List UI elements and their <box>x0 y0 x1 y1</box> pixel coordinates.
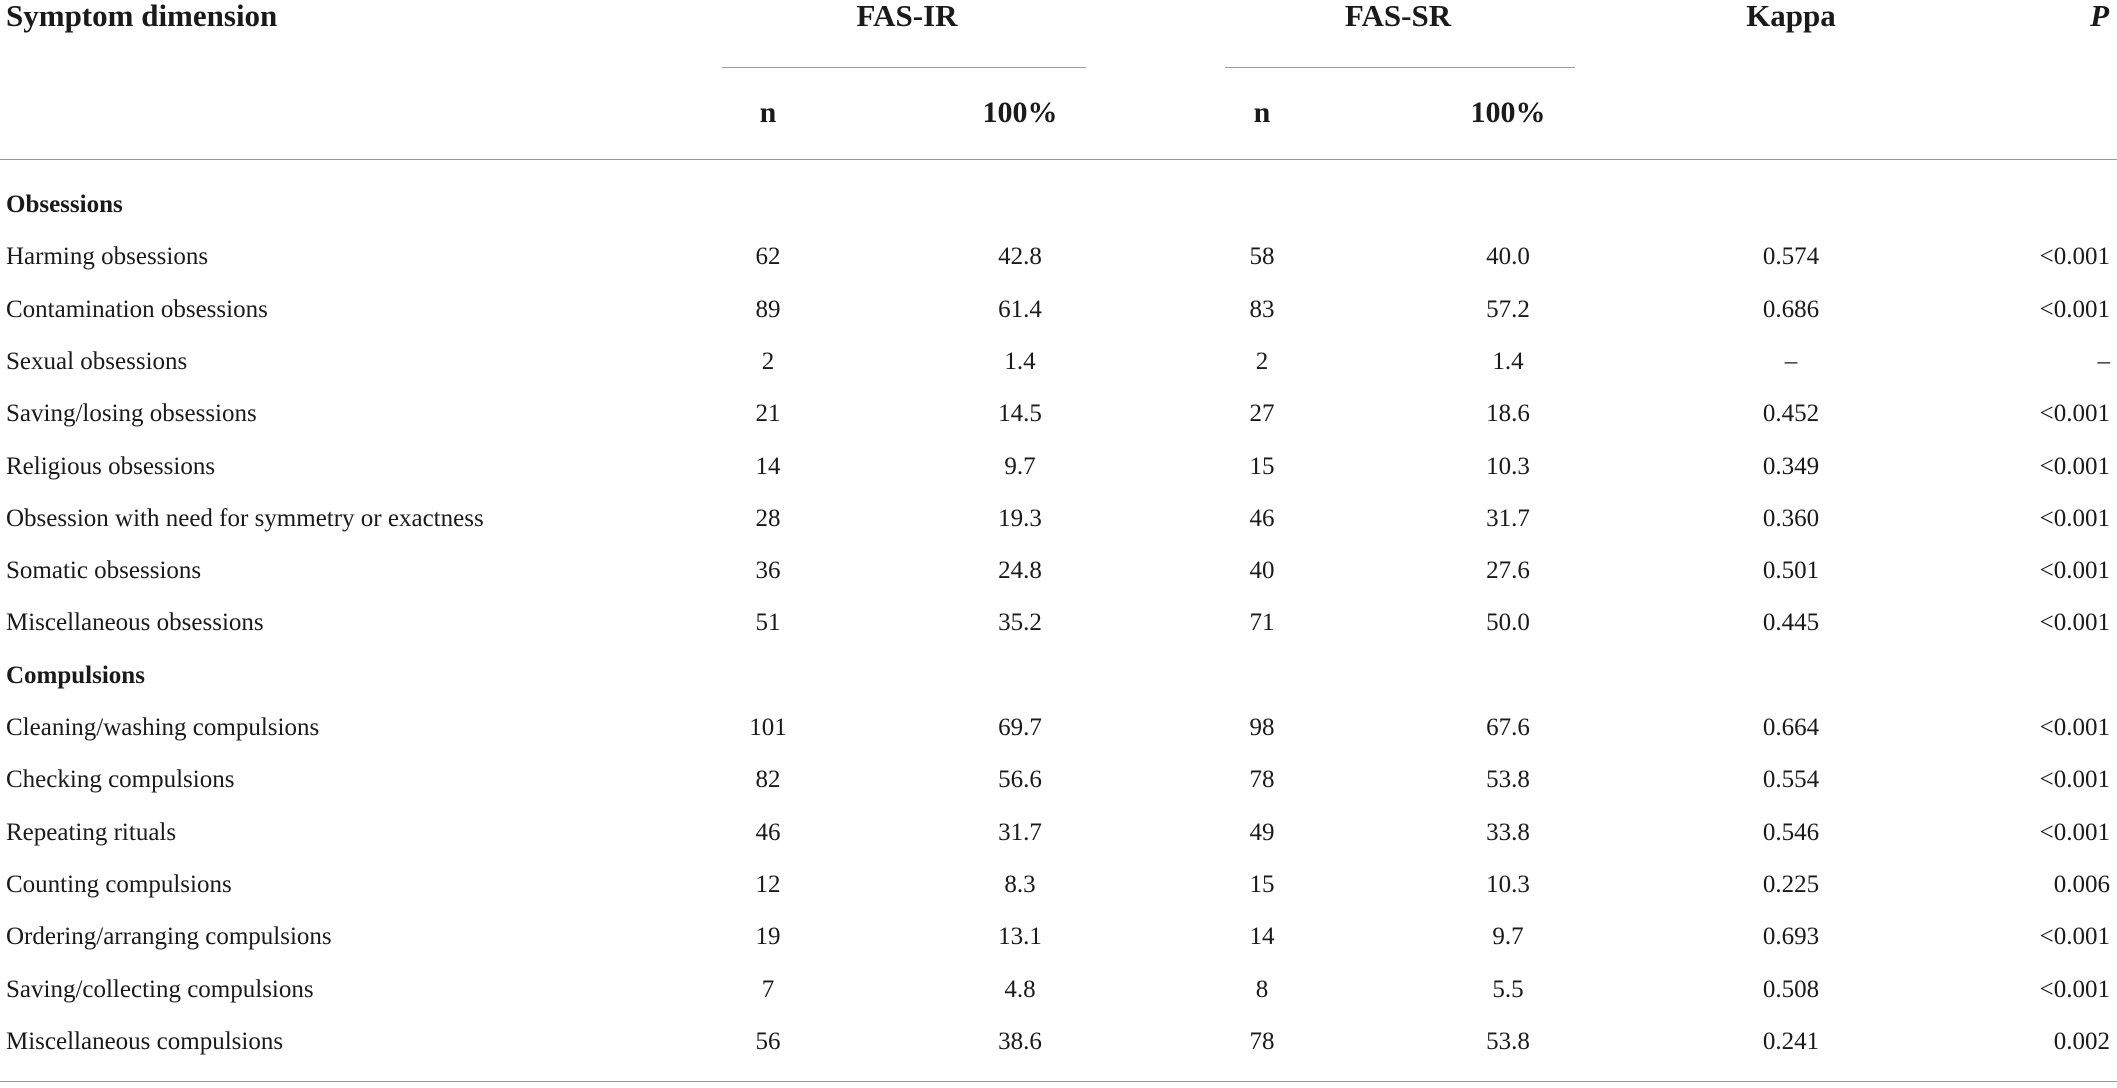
header-fas-sr-n: n <box>1253 96 1271 129</box>
cell-fas-ir-n: 62 <box>755 243 781 271</box>
cell-kappa: 0.693 <box>1762 923 1820 951</box>
cell-fas-ir-percent: 13.1 <box>998 923 1042 951</box>
cell-fas-ir-percent: 8.3 <box>1004 870 1036 898</box>
cell-fas-ir-percent: 19.3 <box>998 504 1042 532</box>
cell-fas-sr-percent: 67.6 <box>1486 714 1530 741</box>
table-row <box>0 394 2117 434</box>
cell-p-value: <0.001 <box>2039 975 2110 1003</box>
cell-fas-sr-percent: 1.4 <box>1492 347 1524 375</box>
cell-fas-ir-percent: 4.8 <box>1004 975 1036 1003</box>
row-label: Saving/collecting compulsions <box>6 975 314 1003</box>
table-row <box>0 342 2117 382</box>
cell-fas-sr-n: 15 <box>1249 452 1275 480</box>
cell-fas-sr-percent: 10.3 <box>1486 870 1530 898</box>
cell-p-value: 0.006 <box>2053 870 2110 898</box>
row-label: Miscellaneous compulsions <box>6 1027 284 1055</box>
row-label: Somatic obsessions <box>6 557 202 585</box>
header-symptom-dimension: Symptom dimension <box>6 0 278 33</box>
cell-fas-sr-n: 2 <box>1255 347 1269 375</box>
cell-fas-ir-n: 82 <box>755 766 781 794</box>
cell-fas-ir-percent: 69.7 <box>998 714 1042 741</box>
table-row <box>0 708 2117 748</box>
row-label: Contamination obsessions <box>6 295 268 323</box>
cell-kappa: 0.508 <box>1762 975 1820 1003</box>
cell-kappa: 0.452 <box>1762 400 1820 428</box>
table-row <box>0 237 2117 277</box>
cell-p-value: <0.001 <box>2039 714 2110 741</box>
cell-fas-sr-percent: 31.7 <box>1486 504 1530 532</box>
cell-fas-sr-n: 78 <box>1249 766 1275 794</box>
section-label: Obsessions <box>6 191 123 218</box>
cell-fas-ir-n: 12 <box>755 870 781 898</box>
header-kappa: Kappa <box>1746 0 1836 33</box>
row-label: Ordering/arranging compulsions <box>6 923 332 951</box>
cell-fas-sr-percent: 33.8 <box>1486 818 1530 846</box>
cell-fas-sr-percent: 57.2 <box>1486 295 1530 323</box>
row-label: Obsession with need for symmetry or exactness <box>6 504 484 532</box>
cell-fas-ir-percent: 9.7 <box>1004 452 1036 480</box>
row-label: Sexual obsessions <box>6 347 188 375</box>
cell-fas-ir-percent: 42.8 <box>998 243 1042 271</box>
cell-fas-sr-n: 58 <box>1249 243 1275 271</box>
cell-fas-ir-n: 2 <box>761 347 775 375</box>
cell-kappa: 0.241 <box>1762 1027 1820 1055</box>
cell-fas-sr-n: 14 <box>1249 923 1275 951</box>
cell-fas-sr-percent: 50.0 <box>1486 609 1530 637</box>
cell-fas-ir-percent: 24.8 <box>998 557 1042 585</box>
table-row <box>0 290 2117 330</box>
cell-fas-sr-n: 15 <box>1249 870 1275 898</box>
cell-fas-ir-percent: 14.5 <box>998 400 1042 428</box>
cell-kappa: 0.554 <box>1762 766 1820 794</box>
cell-fas-ir-n: 56 <box>755 1027 781 1055</box>
cell-kappa: 0.686 <box>1762 295 1820 323</box>
cell-fas-ir-percent: 1.4 <box>1004 347 1036 375</box>
cell-p-value: <0.001 <box>2039 243 2110 271</box>
table-row <box>0 1022 2117 1062</box>
cell-fas-sr-percent: 53.8 <box>1486 1027 1530 1055</box>
header-rule <box>0 159 2117 160</box>
row-label: Harming obsessions <box>6 243 209 271</box>
table-bottom-rule <box>0 1081 2117 1082</box>
cell-fas-ir-n: 89 <box>755 295 781 323</box>
cell-fas-ir-percent: 61.4 <box>998 295 1042 323</box>
row-label: Counting compulsions <box>6 870 232 898</box>
table-row <box>0 447 2117 487</box>
header-fas-ir-percent: 100% <box>982 96 1058 129</box>
cell-p-value: – <box>2097 347 2110 375</box>
cell-p-value: <0.001 <box>2039 557 2110 585</box>
cell-fas-ir-n: 7 <box>761 975 775 1003</box>
cell-fas-sr-n: 83 <box>1249 295 1275 323</box>
cell-fas-ir-n: 101 <box>749 714 787 741</box>
table-row <box>0 760 2117 800</box>
cell-fas-ir-n: 19 <box>755 923 781 951</box>
header-fas-sr-percent: 100% <box>1470 96 1546 129</box>
cell-fas-ir-percent: 31.7 <box>998 818 1042 846</box>
cell-fas-ir-n: 46 <box>755 818 781 846</box>
cell-fas-ir-percent: 56.6 <box>998 766 1042 794</box>
table-row <box>0 499 2117 539</box>
table-row <box>0 917 2117 957</box>
cell-kappa: 0.546 <box>1762 818 1820 846</box>
cell-fas-sr-percent: 27.6 <box>1486 557 1530 585</box>
cell-kappa: 0.360 <box>1762 504 1820 532</box>
header-p: P <box>2090 0 2109 33</box>
cell-p-value: <0.001 <box>2039 818 2110 846</box>
cell-fas-ir-n: 51 <box>755 609 781 637</box>
row-label: Religious obsessions <box>6 452 216 480</box>
header-fas-sr: FAS-SR <box>1344 0 1452 33</box>
table-row <box>0 551 2117 591</box>
cell-fas-sr-n: 78 <box>1249 1027 1275 1055</box>
row-label: Miscellaneous obsessions <box>6 609 264 637</box>
cell-fas-ir-n: 36 <box>755 557 781 585</box>
cell-fas-ir-n: 28 <box>755 504 781 532</box>
header-fas-ir-n: n <box>759 96 777 129</box>
row-label: Checking compulsions <box>6 766 235 794</box>
cell-fas-sr-n: 49 <box>1249 818 1275 846</box>
cell-fas-ir-n: 21 <box>755 400 781 428</box>
table-row <box>0 813 2117 853</box>
cell-fas-sr-n: 71 <box>1249 609 1275 637</box>
cell-p-value: <0.001 <box>2039 400 2110 428</box>
cell-p-value: <0.001 <box>2039 452 2110 480</box>
cell-fas-ir-percent: 38.6 <box>998 1027 1042 1055</box>
cell-kappa: 0.225 <box>1762 870 1820 898</box>
cell-kappa: 0.349 <box>1762 452 1820 480</box>
cell-p-value: <0.001 <box>2039 923 2110 951</box>
row-label: Cleaning/washing compulsions <box>6 714 320 741</box>
row-label: Saving/losing obsessions <box>6 400 257 428</box>
cell-fas-sr-n: 27 <box>1249 400 1275 428</box>
cell-fas-sr-percent: 10.3 <box>1486 452 1530 480</box>
cell-kappa: 0.574 <box>1762 243 1820 271</box>
cell-fas-sr-n: 40 <box>1249 557 1275 585</box>
cell-fas-sr-n: 8 <box>1255 975 1269 1003</box>
table-row <box>0 865 2117 905</box>
cell-fas-ir-n: 14 <box>755 452 781 480</box>
cell-fas-sr-percent: 5.5 <box>1492 975 1524 1003</box>
cell-fas-sr-n: 98 <box>1249 714 1275 741</box>
section-header-row <box>0 656 2117 696</box>
cell-fas-ir-percent: 35.2 <box>998 609 1042 637</box>
cell-fas-sr-percent: 53.8 <box>1486 766 1530 794</box>
cell-kappa: 0.664 <box>1762 714 1820 741</box>
header-fas-ir: FAS-IR <box>856 0 958 33</box>
cell-p-value: <0.001 <box>2039 504 2110 532</box>
table-row <box>0 970 2117 1010</box>
cell-p-value: <0.001 <box>2039 609 2110 637</box>
cell-fas-sr-n: 46 <box>1249 504 1275 532</box>
cell-fas-sr-percent: 18.6 <box>1486 400 1530 428</box>
cell-fas-sr-percent: 40.0 <box>1486 243 1530 271</box>
cell-p-value: <0.001 <box>2039 295 2110 323</box>
cell-p-value: 0.002 <box>2053 1027 2110 1055</box>
fas-ir-underline <box>722 67 1086 68</box>
cell-kappa: 0.445 <box>1762 609 1820 637</box>
section-label: Compulsions <box>6 661 145 689</box>
table-row <box>0 603 2117 643</box>
row-label: Repeating rituals <box>6 818 177 846</box>
cell-kappa: – <box>1784 347 1798 375</box>
cell-p-value: <0.001 <box>2039 766 2110 794</box>
fas-sr-underline <box>1225 67 1575 68</box>
cell-fas-sr-percent: 9.7 <box>1492 923 1524 951</box>
cell-kappa: 0.501 <box>1762 557 1820 585</box>
section-header-row <box>0 185 2117 225</box>
